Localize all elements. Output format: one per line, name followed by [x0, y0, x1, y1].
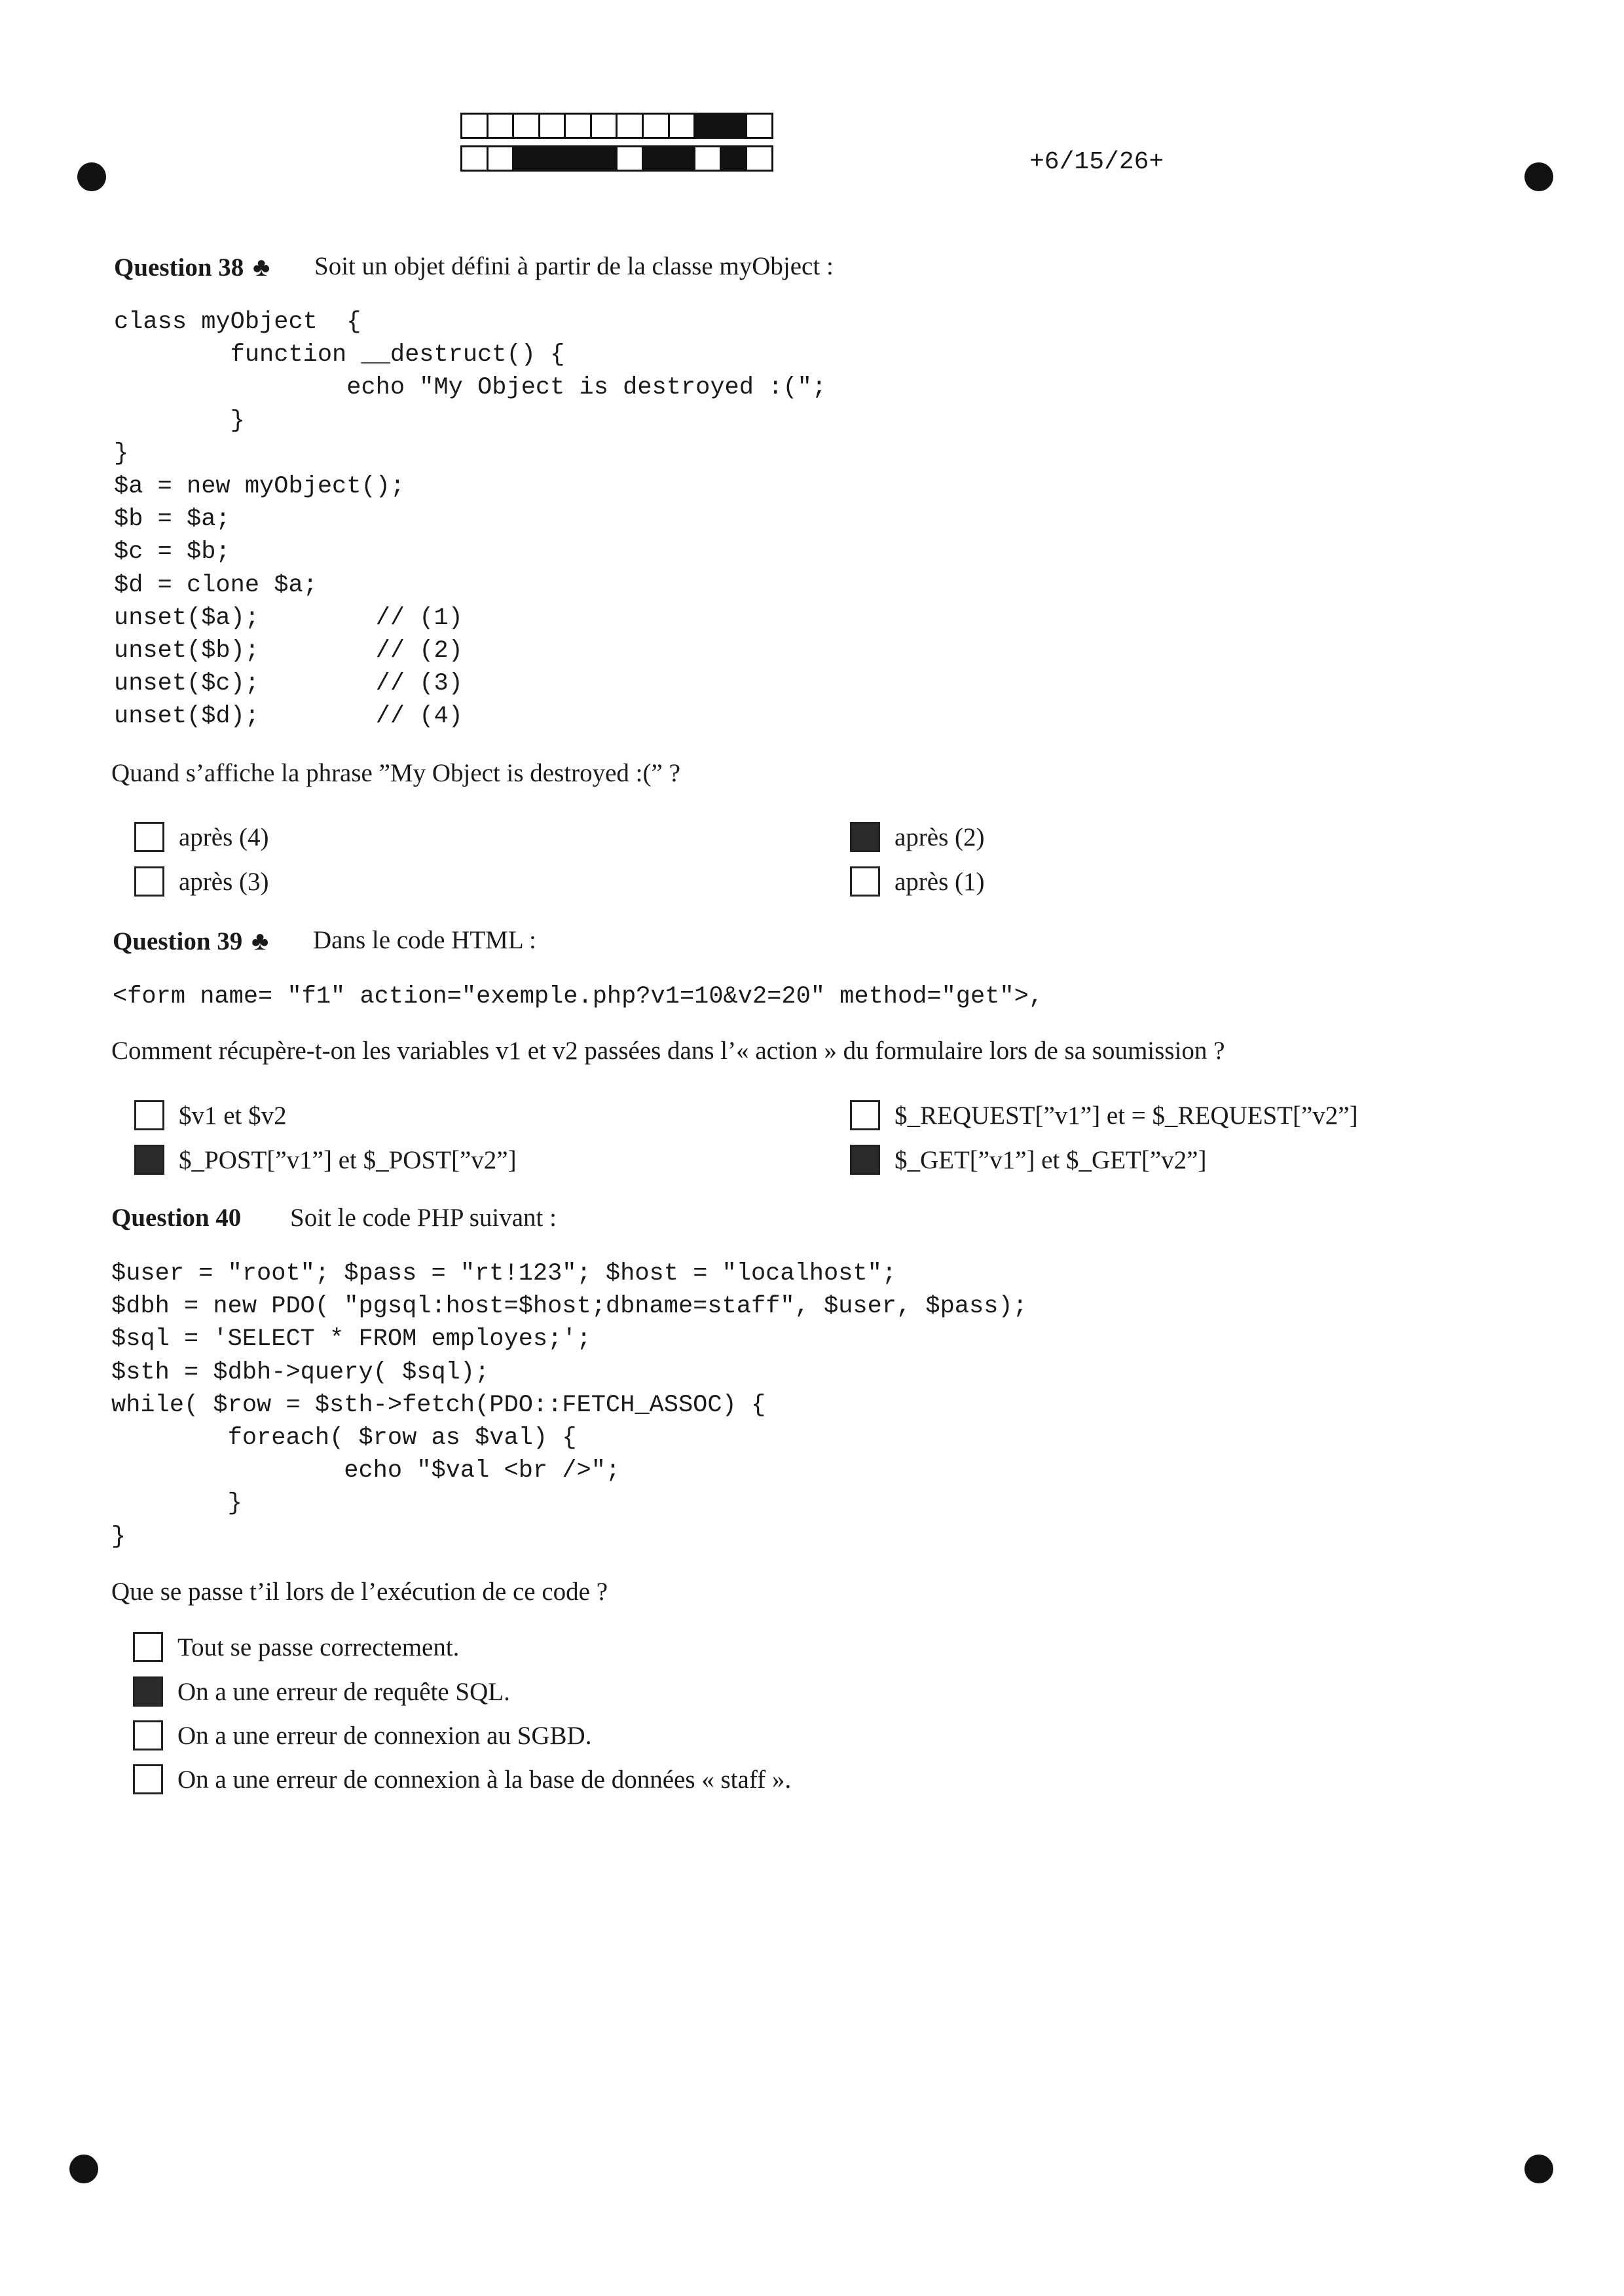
code-block: <form name= "f1" action="exemple.php?v1=10&v2=20" method="get">,: [113, 983, 1044, 1010]
barcode-cell: [566, 147, 592, 170]
question-prompt: Comment récupère-t-on les variables v1 et v2 passées dans l’« action » du formulaire lors de sa soumission ?: [111, 1037, 1225, 1065]
answer-option[interactable]: [134, 1145, 517, 1175]
barcode-row-2: [460, 145, 773, 172]
barcode-cell: [514, 147, 540, 170]
barcode-cell: [540, 115, 566, 137]
barcode-cell: [722, 115, 748, 137]
answer-label: après (2): [895, 823, 985, 851]
question-statement: Dans le code HTML :: [313, 926, 536, 954]
registration-mark-bottom-left: [69, 2155, 98, 2183]
answer-label: On a une erreur de connexion à la base de données « staff ».: [177, 1765, 792, 1794]
question-prompt: Quand s’affiche la phrase ”My Object is destroyed :(” ?: [111, 759, 680, 787]
answer-label: On a une erreur de connexion au SGBD.: [177, 1721, 592, 1750]
barcode-cell: [462, 115, 489, 137]
barcode-cell: [747, 115, 771, 137]
answer-option[interactable]: [850, 822, 985, 852]
registration-mark-bottom-right: [1524, 2155, 1553, 2183]
barcode-cell: [566, 115, 592, 137]
answer-label: Tout se passe correctement.: [177, 1633, 460, 1661]
answer-option[interactable]: [133, 1632, 459, 1662]
barcode-cell: [747, 147, 771, 170]
code-block: $user = "root"; $pass = "rt!123"; $host = "localhost"; $dbh = new PDO( "pgsql:host=$host;dbname=staff", $user, $pass); $sql = 'SELECT * FROM employes;'; $sth = $dbh->query( $sql); while( $row = $sth->fetch(PDO::FETCH_ASSOC) { foreach( $row as $val) { echo "$val <br />"; } }: [111, 1260, 1027, 1551]
answer-option[interactable]: [134, 866, 269, 897]
answer-option[interactable]: [850, 1100, 1358, 1130]
checkbox[interactable]: [850, 1145, 880, 1175]
barcode-cell: [644, 115, 670, 137]
club-icon: ♣: [253, 252, 270, 282]
question-prompt: Que se passe t’il lors de l’exécution de ce code ?: [111, 1578, 608, 1606]
page-identifier: +6/15/26+: [1029, 148, 1164, 176]
code-block: class myObject { function __destruct() { echo "My Object is destroyed :("; } } $a = new myObject(); $b = $a; $c = $b; $d = clone $a; unset($a); // (1) unset($b); // (2) unset($c); // (3) unset($d); // (4): [114, 308, 826, 731]
barcode-cell: [462, 147, 489, 170]
checkbox[interactable]: [850, 822, 880, 852]
barcode-row-1: [460, 113, 773, 139]
barcode-cell: [592, 115, 618, 137]
registration-mark-top-left: [77, 162, 106, 191]
answer-label: après (3): [179, 867, 269, 896]
answer-option[interactable]: [850, 866, 985, 897]
answer-option[interactable]: [134, 822, 269, 852]
checkbox[interactable]: [850, 866, 880, 897]
checkbox[interactable]: [850, 1100, 880, 1130]
question-header: [114, 251, 270, 282]
checkbox[interactable]: [134, 822, 164, 852]
barcode-cell: [644, 147, 670, 170]
answer-option[interactable]: [134, 1100, 287, 1130]
barcode-cell: [695, 147, 722, 170]
question-statement: Soit un objet défini à partir de la classe myObject :: [314, 252, 834, 280]
barcode-cell: [489, 115, 515, 137]
barcode-cell: [592, 147, 618, 170]
question-number: Question 39: [113, 927, 243, 955]
barcode-cell: [722, 147, 748, 170]
answer-label: $v1 et $v2: [179, 1101, 287, 1130]
answer-label: après (1): [895, 867, 985, 896]
checkbox[interactable]: [133, 1676, 163, 1707]
answer-label: $_POST[”v1”] et $_POST[”v2”]: [179, 1145, 517, 1174]
answer-label: On a une erreur de requête SQL.: [177, 1677, 510, 1706]
answer-option[interactable]: [133, 1720, 591, 1750]
answer-label: $_GET[”v1”] et $_GET[”v2”]: [895, 1145, 1207, 1174]
checkbox[interactable]: [133, 1764, 163, 1794]
barcode-cell: [618, 147, 644, 170]
barcode-cell: [670, 147, 696, 170]
checkbox[interactable]: [134, 1145, 164, 1175]
club-icon: ♣: [251, 926, 269, 955]
barcode-cell: [618, 115, 644, 137]
barcode-cell: [489, 147, 515, 170]
barcode-cell: [695, 115, 722, 137]
barcode-cell: [670, 115, 696, 137]
answer-option[interactable]: [133, 1676, 510, 1707]
checkbox[interactable]: [134, 1100, 164, 1130]
answer-option[interactable]: [850, 1145, 1206, 1175]
barcode-cell: [540, 147, 566, 170]
question-number: Question 38: [114, 253, 244, 282]
answer-label: $_REQUEST[”v1”] et = $_REQUEST[”v2”]: [895, 1101, 1358, 1130]
question-header: [113, 925, 268, 956]
answer-option[interactable]: [133, 1764, 791, 1794]
checkbox[interactable]: [133, 1632, 163, 1662]
checkbox[interactable]: [133, 1720, 163, 1750]
question-number: Question 40: [111, 1204, 242, 1232]
answer-label: après (4): [179, 823, 269, 851]
barcode-cell: [514, 115, 540, 137]
registration-mark-top-right: [1524, 162, 1553, 191]
checkbox[interactable]: [134, 866, 164, 897]
question-statement: Soit le code PHP suivant :: [290, 1204, 557, 1232]
question-header: [111, 1203, 241, 1232]
